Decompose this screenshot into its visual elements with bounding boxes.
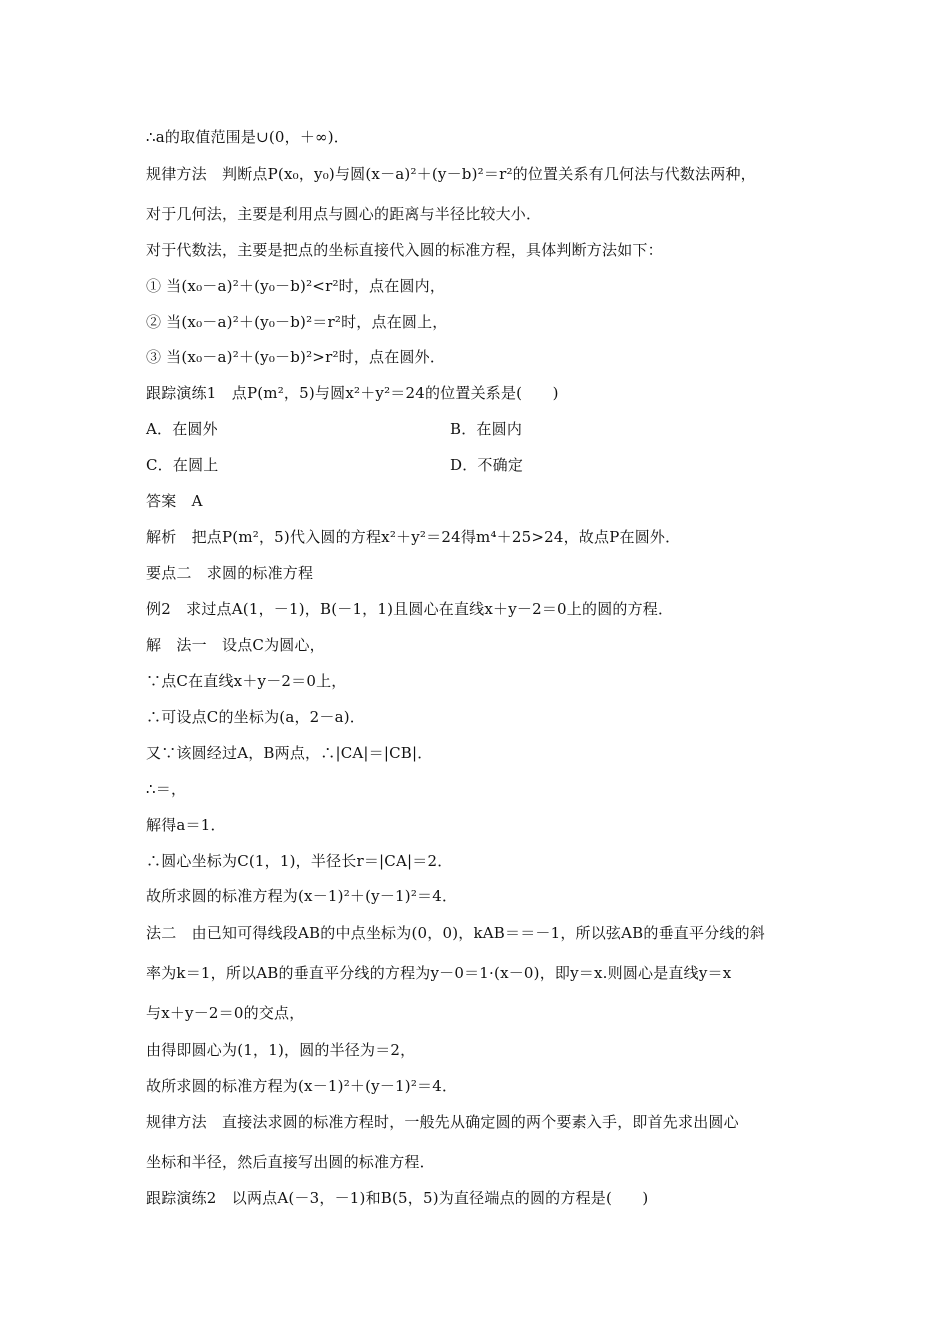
text-line: ∴a的取值范围是∪(0，＋∞)． <box>146 128 349 146</box>
text-line: 跟踪演练1 点P(m²，5)与圆x²＋y²＝24的位置关系是( ) <box>146 384 559 402</box>
text-line: 与x＋y－2＝0的交点， <box>146 1004 305 1022</box>
text-line: ∴可设点C的坐标为(a，2－a)． <box>146 708 366 726</box>
text-line: 又∵该圆经过A，B两点，∴|CA|＝|CB|． <box>146 744 433 762</box>
text-line: 跟踪演练2 以两点A(－3，－1)和B(5，5)为直径端点的圆的方程是( ) <box>146 1189 649 1207</box>
text-line: 解得a＝1． <box>146 816 226 834</box>
text-line: 法二 由已知可得线段AB的中点坐标为(0，0)，kAB＝＝－1，所以弦AB的垂直平分线的斜 <box>146 924 765 942</box>
text-line: ∴＝， <box>146 780 187 798</box>
text-line: ∴圆心坐标为C(1，1)，半径长r＝|CA|＝2． <box>146 852 453 870</box>
text-line: 对于代数法，主要是把点的坐标直接代入圆的标准方程，具体判断方法如下： <box>146 241 663 259</box>
text-line: ① 当(x₀－a)²＋(y₀－b)²<r²时，点在圆内， <box>146 277 446 295</box>
section-heading: 要点二 求圆的标准方程 <box>146 564 314 582</box>
text-line: ∵点C在直线x＋y－2＝0上， <box>146 672 347 690</box>
text-line: 坐标和半径，然后直接写出圆的标准方程． <box>146 1153 435 1171</box>
text-line: 规律方法 判断点P(x₀，y₀)与圆(x－a)²＋(y－b)²＝r²的位置关系有几何法与代数法两种， <box>146 165 756 183</box>
text-line: 故所求圆的标准方程为(x－1)²＋(y－1)²＝4． <box>146 1077 458 1095</box>
option-c: C．在圆上 <box>146 456 219 474</box>
text-line: 由得即圆心为(1，1)，圆的半径为＝2， <box>146 1041 416 1059</box>
text-line: 答案 A <box>146 492 203 510</box>
text-line: ② 当(x₀－a)²＋(y₀－b)²＝r²时，点在圆上， <box>146 313 448 331</box>
text-line: 例2 求过点A(1，－1)，B(－1，1)且圆心在直线x＋y－2＝0上的圆的方程． <box>146 600 674 618</box>
text-line: 解析 把点P(m²，5)代入圆的方程x²＋y²＝24得m⁴＋25>24，故点P在圆外． <box>146 528 681 546</box>
text-line: 对于几何法，主要是利用点与圆心的距离与半径比较大小． <box>146 205 542 223</box>
text-line: 率为k＝1，所以AB的垂直平分线的方程为y－0＝1·(x－0)，即y＝x.则圆心是直线y＝x <box>146 964 732 982</box>
text-line: 解 法一 设点C为圆心， <box>146 636 325 654</box>
option-b: B．在圆内 <box>450 420 523 438</box>
option-a: A．在圆外 <box>146 420 218 438</box>
text-line: 规律方法 直接法求圆的标准方程时，一般先从确定圆的两个要素入手，即首先求出圆心 <box>146 1113 739 1131</box>
text-line: 故所求圆的标准方程为(x－1)²＋(y－1)²＝4． <box>146 887 458 905</box>
text-line: ③ 当(x₀－a)²＋(y₀－b)²>r²时，点在圆外． <box>146 348 446 366</box>
option-d: D．不确定 <box>450 456 524 474</box>
